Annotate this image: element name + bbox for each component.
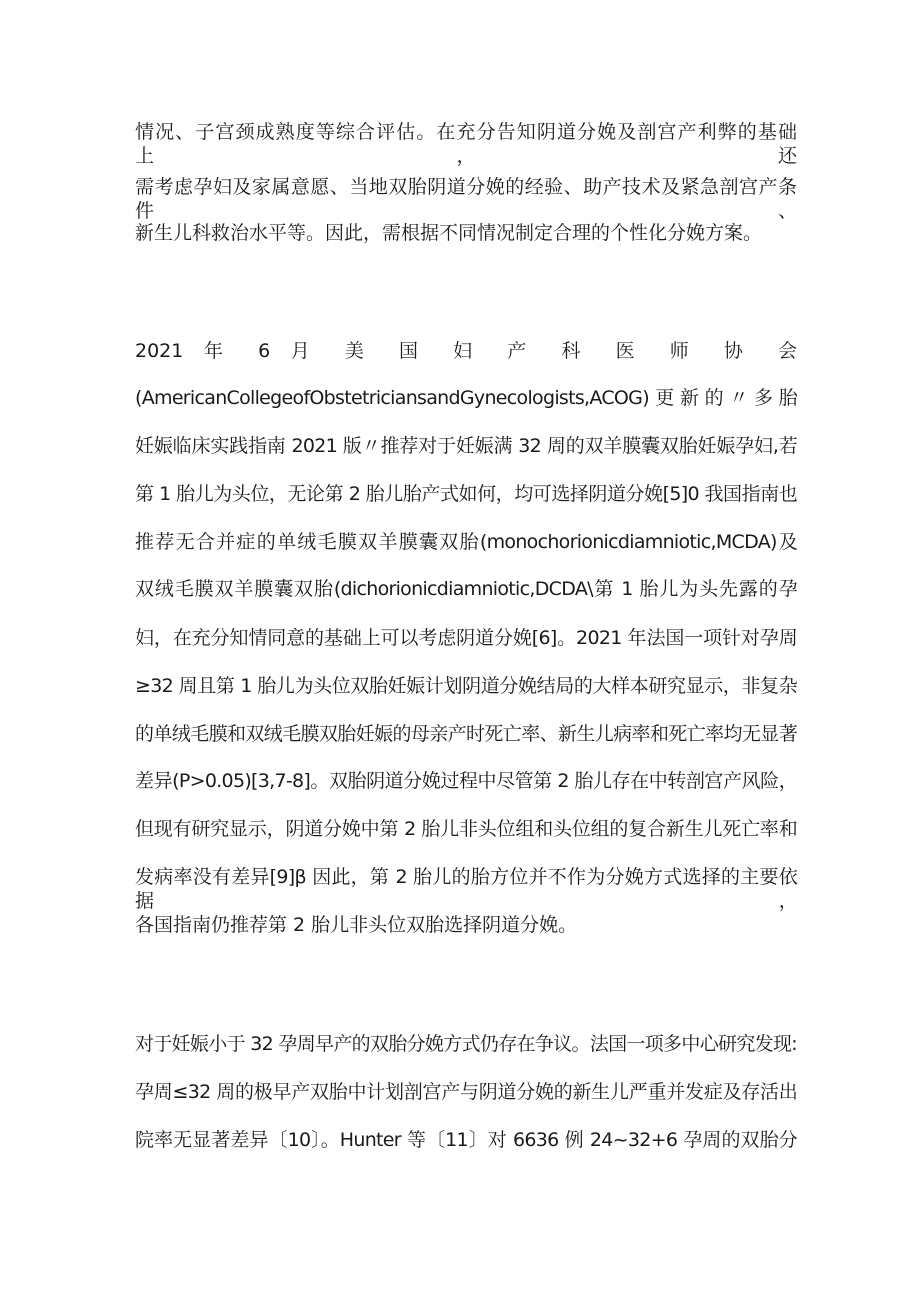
text-line: 各国指南仍推荐第 2 胎儿非头位双胎选择阴道分娩。 [135, 914, 578, 936]
text-line: 对于妊娠小于 32 孕周早产的双胎分娩方式仍存在争议。法国一项多中心研究发现: [135, 1033, 797, 1055]
text-line: 推荐无合并症的单绒毛膜双羊膜囊双胎(monochorionicdiamniotic,MCDA)及 [135, 531, 797, 553]
text-line: 妊娠临床实践指南 2021 版〃推荐对于妊娠满 32 周的双羊膜囊双胎妊娠孕妇,若 [135, 435, 797, 457]
text-line: 新生儿科救治水平等。因此，需根据不同情况制定合理的个性化分娩方案。 [135, 222, 763, 244]
text-line: 的单绒毛膜和双绒毛膜双胎妊娠的母亲产时死亡率、新生儿病率和死亡率均无显著 [135, 723, 797, 745]
text-line: 发病率没有差异[9]β 因此，第 2 胎儿的胎方位并不作为分娩方式选择的主要依据， [135, 866, 797, 912]
text-line: 院率无显著差异〔10〕。Hunter 等〔11〕对 6636 例 24~32+6 孕周的双胎分 [135, 1129, 797, 1151]
text-line: 第 1 胎儿为头位，无论第 2 胎儿胎产式如何，均可选择阴道分娩[5]0 我国指南也 [135, 483, 797, 505]
text-line: 需考虑孕妇及家属意愿、当地双胎阴道分娩的经验、助产技术及紧急剖宫产条件、 [135, 176, 797, 222]
text-line: 孕周≤32 周的极早产双胎中计划剖宫产与阴道分娩的新生儿严重并发症及存活出 [135, 1081, 797, 1103]
text-line: 妇，在充分知情同意的基础上可以考虑阴道分娩[6]。2021 年法国一项针对孕周 [135, 627, 797, 649]
text-line: 2021 年 6 月 美 国 妇 产 科 医 师 协 会 [135, 340, 797, 362]
text-line: 情况、子宫颈成熟度等综合评估。在充分告知阴道分娩及剖宫产利弊的基础上，还 [135, 121, 797, 167]
text-line: 但现有研究显示，阴道分娩中第 2 胎儿非头位组和头位组的复合新生儿死亡率和 [135, 818, 797, 840]
text-line: (AmericanCollegeofObstetriciansandGynecologists,ACOG)更新的〃多胎 [135, 387, 797, 409]
text-line: 差异(P>0.05)[3,7-8]。双胎阴道分娩过程中尽管第 2 胎儿存在中转剖宫产风险， [135, 770, 797, 792]
text-line: ≥32 周且第 1 胎儿为头位双胎妊娠计划阴道分娩结局的大样本研究显示，非复杂 [135, 675, 797, 697]
text-line: 双绒毛膜双羊膜囊双胎(dichorionicdiamniotic,DCDA\第 1 胎儿为头先露的孕 [135, 578, 797, 600]
